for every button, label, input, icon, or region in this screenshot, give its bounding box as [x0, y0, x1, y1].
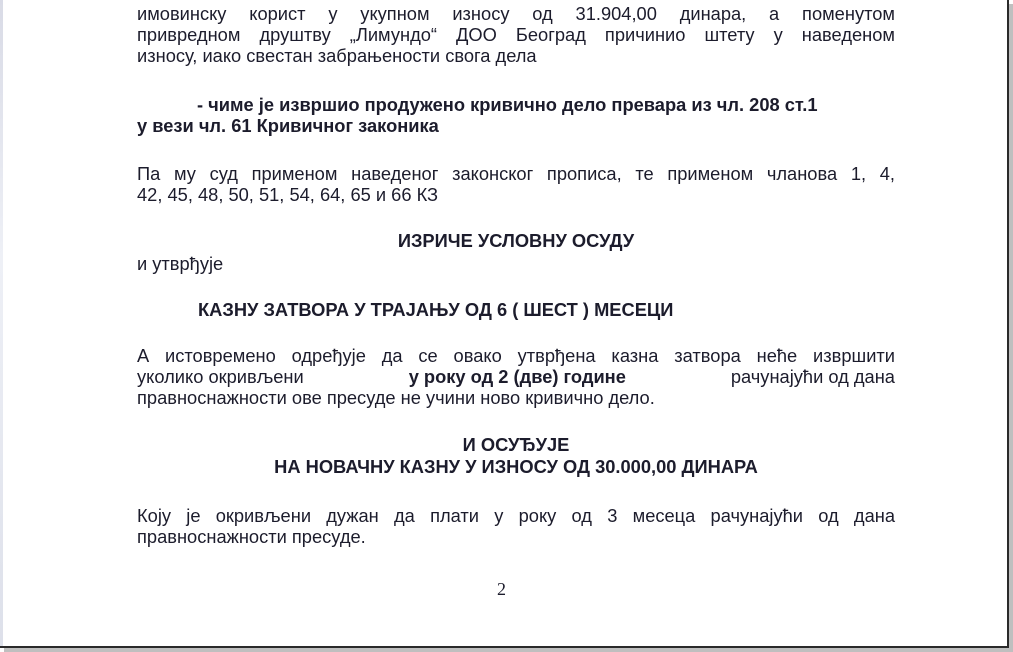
page-shadow-bottom — [4, 648, 1013, 652]
heading-prison-sentence: КАЗНУ ЗАТВОРА У ТРАЈАЊУ ОД 6 ( ШЕСТ ) МЕСЕЦИ — [198, 299, 674, 320]
verdict-offense-line-1: - чиме је извршио продужено кривично дело превара из чл. 208 ст.1 — [197, 94, 818, 115]
text-line-12-end: рачунајући од дана — [730, 366, 895, 387]
text-line-17: правноснажности пресуде. — [137, 526, 366, 547]
text-line-13: правноснажности ове пресуде не учини ново кривично дело. — [137, 387, 655, 408]
page-shadow-right — [1009, 4, 1013, 652]
text-line-11: А истовремено одређује да се овако утврђена казна затвора неће извршити — [137, 345, 895, 366]
verdict-offense-line-2: у вези чл. 61 Кривичног законика — [137, 115, 439, 136]
text-line-9: и утврђује — [137, 253, 224, 274]
heading-conditional-sentence: ИЗРИЧЕ УСЛОВНУ ОСУДУ — [397, 230, 635, 251]
text-line-1: имовинску корист у укупном износу од 31.904,00 динара, а поменутом — [137, 3, 895, 24]
text-line-6: Па му суд применом наведеног законског прописа, те применом чланова 1, 4, — [137, 163, 895, 184]
text-line-7: 42, 45, 48, 50, 51, 54, 64, 65 и 66 КЗ — [137, 184, 439, 205]
text-line-3: износу, иако свестан забрањености свога дела — [137, 45, 537, 66]
scan-edge — [0, 0, 3, 646]
text-line-16: Коју је окривљени дужан да плати у року од 3 месеца рачунајући од дана — [137, 505, 895, 526]
probation-period: у року од 2 (две) године — [408, 366, 626, 387]
text-line-12 — [137, 366, 895, 387]
page-number: 2 — [497, 579, 506, 599]
text-line-12-start: уколико окривљени — [137, 366, 304, 387]
heading-fine: НА НОВАЧНУ КАЗНУ У ИЗНОСУ ОД 30.000,00 ДИНАРА — [274, 456, 758, 477]
text-line-2: привредном друштву „Лимундо“ ДОО Београд причинио штету у наведеном — [137, 24, 895, 45]
heading-sentences: И ОСУЂУЈЕ — [462, 434, 570, 455]
